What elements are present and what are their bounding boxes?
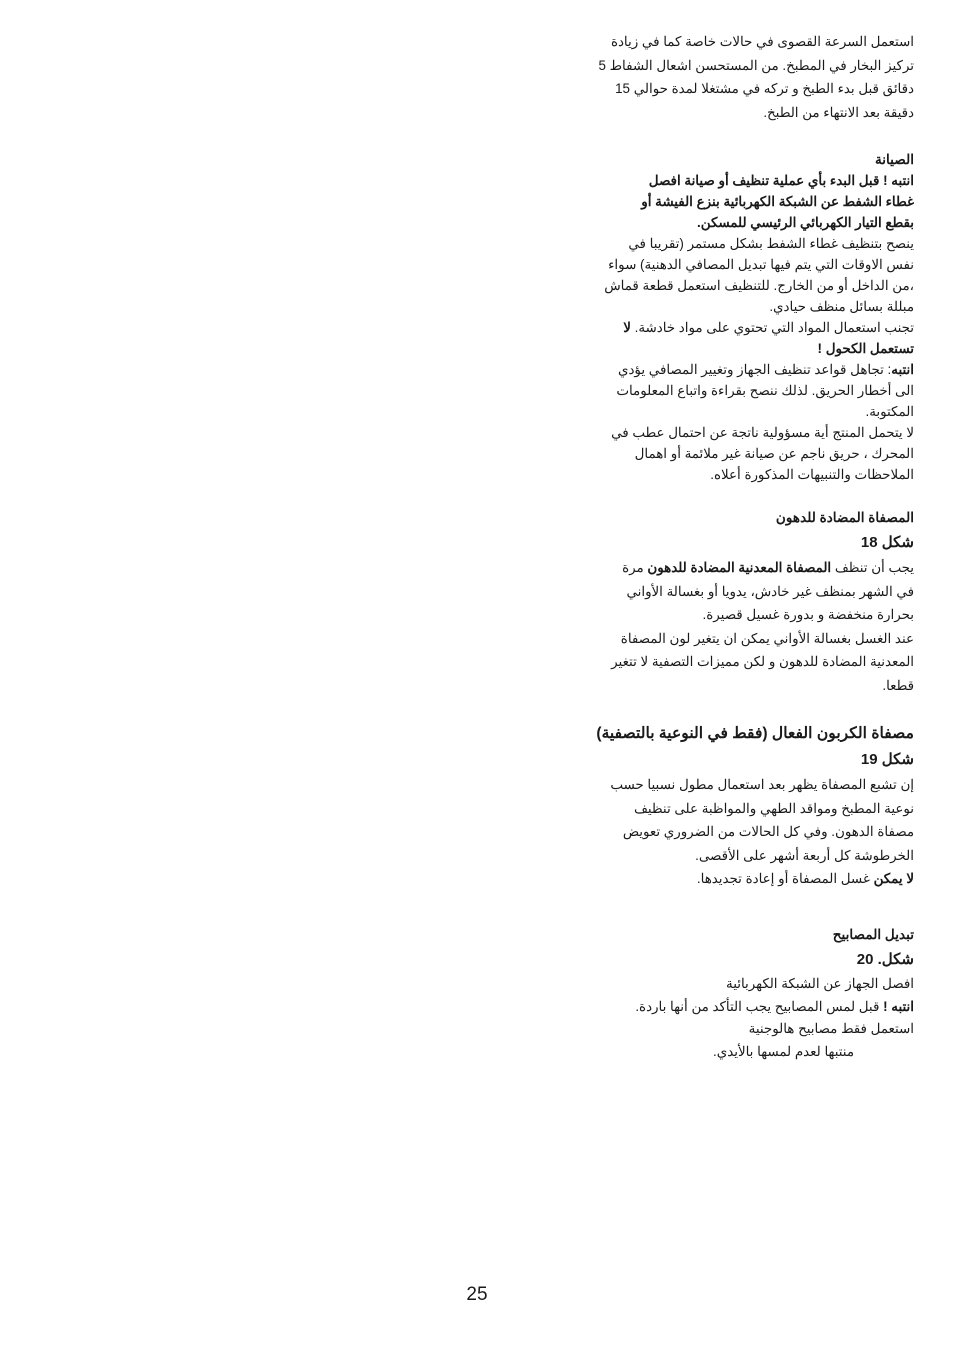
carbon-filter-line: نوعية المطبخ ومواقد الطهي والمواظبة على تنظيف — [634, 800, 914, 816]
lamps-section — [502, 923, 914, 1063]
page-number: 25 — [466, 1284, 488, 1305]
grease-text: مرة — [622, 560, 648, 575]
avoid-text: تجنب استعمال المواد التي تحتوي على مواد خادشة. — [634, 320, 914, 335]
warning-text: غطاء الشفط عن الشبكة الكهربائية بنزع الفيشة أو — [641, 194, 914, 209]
avoid-line — [502, 317, 914, 338]
grease-filter-line: عند الغسل بغسالة الأواني يمكن ان يتغير لون المصفاة — [620, 630, 914, 646]
maintenance-title: الصيانة — [874, 152, 914, 167]
grease-filter-title: المصفاة المضادة للدهون — [775, 510, 914, 525]
grease-bold: المصفاة المعدنية المضادة للدهون — [647, 560, 832, 575]
maintenance-line: ،من الداخل أو من الخارج. للتنظيف استعمل قطعة قماش — [604, 278, 914, 293]
grease-filter-line: قطعا. — [882, 677, 914, 693]
maintenance-line: مبللة بسائل منظف حيادي. — [769, 299, 914, 314]
intro-line: دقيقة بعد الانتهاء من الطبخ. — [763, 104, 914, 120]
carbon-filter-title: مصفاة الكربون الفعال (فقط في النوعية بالتصفية) — [596, 725, 914, 742]
figure-label: شكل. 20 — [856, 951, 914, 968]
figure-label: شكل 18 — [860, 534, 914, 551]
liability-line: لا يتحمل المنتج أية مسؤولية ناتجة عن احتمال عطب في — [611, 425, 914, 440]
no-alcohol: تستعمل الكحول ! — [817, 341, 914, 356]
liability-line: الملاحظات والتنبيهات المذكورة أعلاه. — [710, 467, 914, 482]
note-line: الى أخطار الحريق. لذلك ننصح بقراءة واتباع المعلومات — [616, 383, 914, 398]
grease-filter-line — [502, 556, 914, 580]
note-line — [502, 359, 914, 380]
intro-section — [502, 30, 914, 124]
maintenance-section — [502, 149, 914, 485]
carbon-filter-line: الخرطوشة كل أربعة أشهر على الأقصى. — [695, 847, 914, 863]
grease-filter-section — [502, 506, 914, 697]
avoid-bold: لا — [623, 320, 631, 335]
lamps-line: افصل الجهاز عن الشبكة الكهربائية — [726, 976, 914, 991]
note-line: المكتوبة. — [865, 404, 914, 419]
note-label: انتبه — [891, 362, 914, 377]
carbon-filter-line: مصفاة الدهون. وفي كل الحالات من الضروري تعويض — [622, 824, 914, 839]
warning-text: بقطع التيار الكهربائي الرئيسي للمسكن. — [697, 215, 914, 230]
note-text: : تجاهل قواعد تنظيف الجهاز وتغيير المصافي يؤدي — [617, 362, 892, 377]
intro-line: دقائق قبل بدء الطبخ و تركه في مشتغلا لمدة حوالي 15 — [615, 81, 914, 96]
lamps-line: منتبها لعدم لمسها بالأيدي. — [713, 1043, 854, 1059]
intro-line: تركيز البخار في المطبخ. من المستحسن اشعال الشفاط 5 — [598, 57, 914, 73]
lamps-title: تبديل المصابيح — [832, 927, 914, 942]
maintenance-line: ينصح بتنظيف غطاء الشفط بشكل مستمر (تقريبا في — [628, 236, 914, 251]
grease-filter-line: بحرارة منخفضة و بدورة غسيل قصيرة. — [702, 607, 914, 622]
carbon-filter-line: إن تشبع المصفاة يظهر بعد استعمال مطول نسبيا حسب — [610, 777, 914, 792]
warning-label: انتبه ! — [883, 173, 914, 188]
grease-filter-line: في الشهر بمنظف غير خادش، يدويا أو بغسالة الأواني — [626, 583, 914, 599]
carbon-filter-line — [502, 867, 914, 891]
figure-label: شكل 19 — [860, 751, 914, 768]
maintenance-warning — [502, 170, 914, 191]
maintenance-line: نفس الاوقات التي يتم فيها تبديل المصافي الدهنية) سواء — [608, 257, 914, 272]
warning-text: قبل البدء بأي عملية تنظيف أو صيانة افصل — [648, 173, 880, 188]
lamps-line: استعمل فقط مصابيح هالوجنية — [748, 1021, 914, 1036]
lamps-warn-label: انتبه ! — [883, 998, 914, 1014]
liability-line: المحرك ، حريق ناجم عن صيانة غير ملائمة أو اهمال — [634, 446, 914, 461]
carbon-bold: لا يمكن — [873, 871, 914, 886]
intro-line: استعمل السرعة القصوى في حالات خاصة كما في زيادة — [610, 34, 914, 49]
grease-text: يجب أن تنظف — [831, 560, 914, 575]
carbon-filter-section — [502, 721, 914, 891]
lamps-line — [502, 996, 914, 1019]
carbon-text: غسل المصفاة أو إعادة تجديدها. — [696, 871, 874, 886]
grease-filter-line: المعدنية المضادة للدهون و لكن مميزات التصفية لا تتغير — [611, 654, 914, 669]
lamps-warn-text: قبل لمس المصابيح يجب التأكد من أنها باردة. — [635, 998, 884, 1014]
